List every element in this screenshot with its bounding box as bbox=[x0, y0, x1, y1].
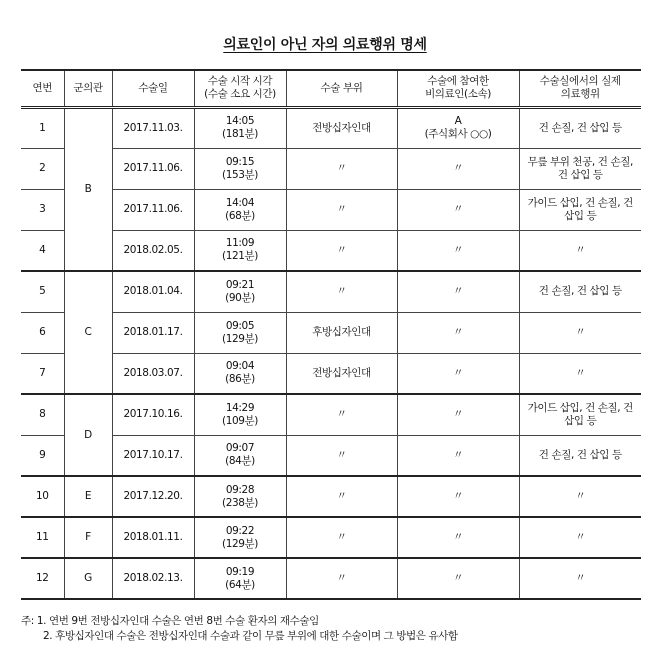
start-time: 09:19 bbox=[225, 565, 255, 578]
start-time: 09:15 bbox=[225, 155, 255, 168]
doctor-cell: E bbox=[64, 476, 112, 517]
row-number: 3 bbox=[21, 189, 64, 230]
surgery-site: 〃 bbox=[286, 435, 397, 476]
surgery-date: 2017.10.17. bbox=[112, 435, 194, 476]
row-number: 11 bbox=[21, 517, 64, 558]
participant-cell bbox=[397, 312, 519, 353]
duration: (109분) bbox=[222, 414, 258, 427]
header-start-time: 수술 시작 시각 (수술 소요 시간) bbox=[194, 70, 286, 107]
duration: (129분) bbox=[222, 332, 258, 345]
participant-cell bbox=[397, 271, 519, 312]
row-number: 5 bbox=[21, 271, 64, 312]
participant-name: 〃 bbox=[452, 490, 464, 502]
procedure-table bbox=[21, 69, 641, 600]
doctor-cell: B bbox=[64, 107, 112, 271]
start-time-cell bbox=[194, 107, 286, 148]
participant-cell bbox=[397, 230, 519, 271]
start-time-cell bbox=[194, 353, 286, 394]
participant-cell bbox=[397, 189, 519, 230]
surgery-site: 전방십자인대 bbox=[286, 353, 397, 394]
duration: (181분) bbox=[222, 128, 258, 140]
row-number: 12 bbox=[21, 558, 64, 599]
start-time: 09:07 bbox=[225, 442, 255, 455]
participant-cell bbox=[397, 353, 519, 394]
start-time-cell bbox=[194, 312, 286, 353]
start-time-cell bbox=[194, 476, 286, 517]
participant-cell bbox=[397, 517, 519, 558]
duration: (64분) bbox=[225, 578, 255, 591]
surgery-site: 〃 bbox=[286, 189, 397, 230]
actual-act: 〃 bbox=[519, 517, 641, 558]
actual-act: 건 손질, 건 삽입 등 bbox=[519, 107, 641, 148]
start-time: 09:22 bbox=[225, 524, 255, 537]
header-no: 연번 bbox=[21, 70, 64, 107]
surgery-date: 2018.01.17. bbox=[112, 312, 194, 353]
duration: (68분) bbox=[225, 209, 255, 222]
surgery-date: 2017.12.20. bbox=[112, 476, 194, 517]
table-row bbox=[21, 148, 641, 189]
start-time-cell bbox=[194, 271, 286, 312]
actual-act: 무릎 부위 천공, 건 손질, 건 삽입 등 bbox=[519, 148, 641, 189]
table-row bbox=[21, 394, 641, 435]
document-title bbox=[0, 34, 650, 54]
start-time: 09:04 bbox=[225, 360, 255, 373]
surgery-site: 〃 bbox=[286, 230, 397, 271]
duration: (86분) bbox=[225, 373, 255, 386]
participant-org: (주식회사 ○○) bbox=[424, 128, 492, 140]
doctor-cell: G bbox=[64, 558, 112, 599]
row-number: 9 bbox=[21, 435, 64, 476]
surgery-date: 2017.10.16. bbox=[112, 394, 194, 435]
surgery-site: 전방십자인대 bbox=[286, 107, 397, 148]
footnotes bbox=[21, 614, 641, 644]
table-header-row bbox=[21, 70, 641, 107]
surgery-date: 2017.11.03. bbox=[112, 107, 194, 148]
start-time: 09:21 bbox=[225, 278, 255, 291]
participant-name: 〃 bbox=[452, 448, 464, 461]
row-number: 10 bbox=[21, 476, 64, 517]
start-time: 14:05 bbox=[225, 115, 255, 127]
footnote-2: 2. 후방십자인대 수술은 전방십자인대 수술과 같이 무릎 부위에 대한 수술이며 그 방법은 유사함 bbox=[43, 630, 458, 642]
participant-name: 〃 bbox=[452, 162, 464, 174]
header-site: 수술 부위 bbox=[286, 70, 397, 107]
participant-name: 〃 bbox=[452, 572, 464, 584]
start-time-cell bbox=[194, 189, 286, 230]
actual-act: 가이드 삽입, 건 손질, 건 삽입 등 bbox=[519, 189, 641, 230]
participant-name: 〃 bbox=[452, 366, 464, 379]
surgery-site: 〃 bbox=[286, 271, 397, 312]
doctor-cell: D bbox=[64, 394, 112, 476]
duration: (238분) bbox=[222, 496, 258, 509]
participant-name: A bbox=[454, 115, 462, 127]
duration: (153분) bbox=[222, 168, 258, 181]
header-participant: 수술에 참여한 비의료인(소속) bbox=[397, 70, 519, 107]
surgery-site: 〃 bbox=[286, 476, 397, 517]
participant-cell bbox=[397, 394, 519, 435]
header-actual-act: 수술실에서의 실제 의료행위 bbox=[519, 70, 641, 107]
doctor-cell: C bbox=[64, 271, 112, 394]
duration: (90분) bbox=[225, 291, 255, 304]
row-number: 2 bbox=[21, 148, 64, 189]
actual-act: 가이드 삽입, 건 손질, 건 삽입 등 bbox=[519, 394, 641, 435]
start-time: 09:05 bbox=[225, 319, 255, 332]
table-row bbox=[21, 107, 641, 148]
surgery-date: 2018.02.13. bbox=[112, 558, 194, 599]
start-time-cell bbox=[194, 230, 286, 271]
footnote-1: 주: 1. 연번 9번 전방십자인대 수술은 연번 8번 수술 환자의 재수술임 bbox=[21, 615, 319, 627]
surgery-site: 〃 bbox=[286, 394, 397, 435]
start-time-cell bbox=[194, 558, 286, 599]
table-body bbox=[21, 107, 641, 599]
actual-act: 〃 bbox=[519, 476, 641, 517]
actual-act: 〃 bbox=[519, 312, 641, 353]
start-time: 14:04 bbox=[225, 196, 255, 209]
document-title-text: 의료인이 아닌 자의 의료행위 명세 bbox=[223, 37, 427, 53]
surgery-date: 2017.11.06. bbox=[112, 189, 194, 230]
table-row bbox=[21, 517, 641, 558]
row-number: 1 bbox=[21, 107, 64, 148]
row-number: 7 bbox=[21, 353, 64, 394]
actual-act: 〃 bbox=[519, 230, 641, 271]
table-row bbox=[21, 271, 641, 312]
header-doctor: 군의관 bbox=[64, 70, 112, 107]
participant-cell bbox=[397, 476, 519, 517]
start-time-cell bbox=[194, 517, 286, 558]
participant-cell bbox=[397, 107, 519, 148]
duration: (129분) bbox=[222, 537, 258, 550]
table-row bbox=[21, 476, 641, 517]
participant-cell bbox=[397, 435, 519, 476]
row-number: 4 bbox=[21, 230, 64, 271]
surgery-site: 〃 bbox=[286, 517, 397, 558]
start-time: 14:29 bbox=[225, 401, 255, 414]
surgery-date: 2017.11.06. bbox=[112, 148, 194, 189]
actual-act: 건 손질, 건 삽입 등 bbox=[519, 271, 641, 312]
surgery-site: 후방십자인대 bbox=[286, 312, 397, 353]
start-time-cell bbox=[194, 435, 286, 476]
surgery-date: 2018.01.04. bbox=[112, 271, 194, 312]
actual-act: 건 손질, 건 삽입 등 bbox=[519, 435, 641, 476]
row-number: 8 bbox=[21, 394, 64, 435]
participant-cell bbox=[397, 558, 519, 599]
surgery-site: 〃 bbox=[286, 558, 397, 599]
participant-name: 〃 bbox=[452, 531, 464, 543]
participant-name: 〃 bbox=[452, 203, 464, 215]
actual-act: 〃 bbox=[519, 353, 641, 394]
doctor-cell: F bbox=[64, 517, 112, 558]
surgery-date: 2018.03.07. bbox=[112, 353, 194, 394]
surgery-site: 〃 bbox=[286, 148, 397, 189]
surgery-date: 2018.02.05. bbox=[112, 230, 194, 271]
table-row bbox=[21, 189, 641, 230]
participant-name: 〃 bbox=[452, 408, 464, 421]
participant-name: 〃 bbox=[452, 243, 464, 256]
start-time: 11:09 bbox=[225, 237, 255, 250]
start-time-cell bbox=[194, 394, 286, 435]
header-date: 수술일 bbox=[112, 70, 194, 107]
table-row bbox=[21, 230, 641, 271]
table-row bbox=[21, 558, 641, 599]
duration: (121분) bbox=[222, 250, 258, 263]
duration: (84분) bbox=[225, 455, 255, 468]
participant-cell bbox=[397, 148, 519, 189]
table-row bbox=[21, 435, 641, 476]
start-time-cell bbox=[194, 148, 286, 189]
row-number: 6 bbox=[21, 312, 64, 353]
participant-name: 〃 bbox=[452, 285, 464, 298]
actual-act: 〃 bbox=[519, 558, 641, 599]
table-row bbox=[21, 312, 641, 353]
table-row bbox=[21, 353, 641, 394]
start-time: 09:28 bbox=[225, 483, 255, 496]
participant-name: 〃 bbox=[452, 326, 464, 338]
surgery-date: 2018.01.11. bbox=[112, 517, 194, 558]
